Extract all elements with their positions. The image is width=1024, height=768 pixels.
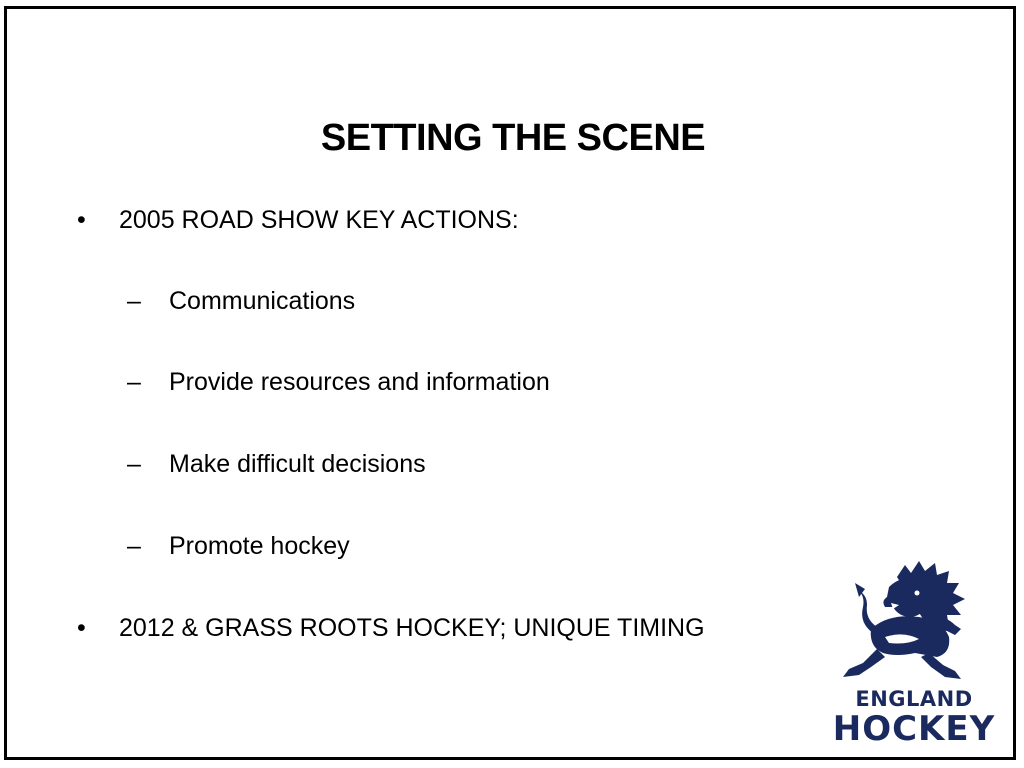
slide — [4, 6, 1016, 760]
dash-marker: – — [127, 368, 141, 396]
sub-bullet-text: Make difficult decisions — [169, 450, 426, 478]
dash-marker: – — [127, 287, 141, 315]
logo-text-hockey: HOCKEY — [832, 709, 996, 749]
sub-bullet-text: Communications — [169, 287, 356, 315]
bullet-marker: • — [77, 206, 86, 234]
dash-marker: – — [127, 532, 141, 560]
bullet-text: 2005 ROAD SHOW KEY ACTIONS: — [119, 206, 519, 234]
bullet-marker: • — [77, 614, 86, 642]
slide-title: SETTING THE SCENE — [320, 117, 706, 159]
dash-marker: – — [127, 450, 141, 478]
sub-bullet-text: Provide resources and information — [169, 368, 550, 396]
england-hockey-logo — [819, 557, 1009, 753]
sub-bullet-text: Promote hockey — [169, 532, 350, 560]
logo-text-england: ENGLAND — [855, 687, 973, 711]
lion-icon — [819, 557, 1009, 685]
bullet-text: 2012 & GRASS ROOTS HOCKEY; UNIQUE TIMING — [119, 614, 705, 642]
